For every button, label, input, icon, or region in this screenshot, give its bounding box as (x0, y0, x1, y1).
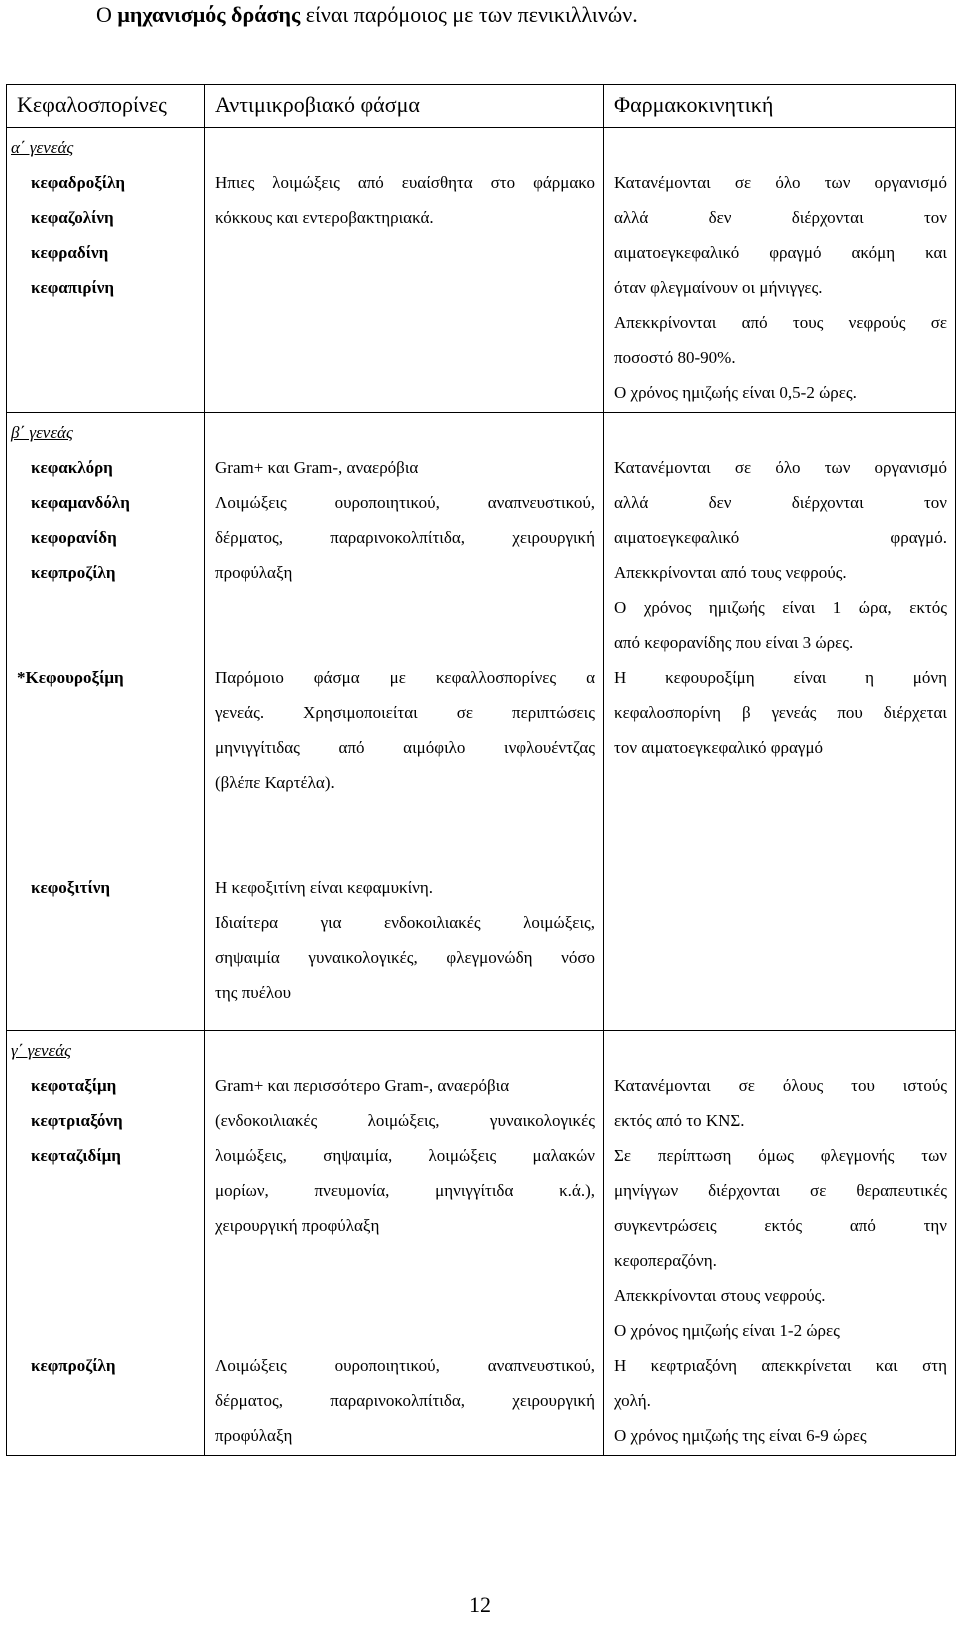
drug-name: κεφαζολίνη (31, 208, 114, 227)
pk-line: Η κεφουροξίμη είναι η μόνη (614, 668, 947, 687)
gen1-pk-cell (604, 128, 956, 413)
table-row-gen2 (7, 413, 956, 1031)
pk-line: αλλά δεν διέρχονται τον (614, 208, 947, 227)
spectrum-line: γενεάς. Χρησιμοποιείται σε περιπτώσεις (215, 703, 595, 722)
drug-name: κεφαμανδόλη (31, 493, 130, 512)
pk-line: αιματοεγκεφαλικό φραγμό. (614, 528, 947, 547)
pk-line: Σε περίπτωση όμως φλεγμονής των (614, 1146, 947, 1165)
drug-name: κεφπροζίλη (31, 563, 116, 582)
pk-line: μηνίγγων διέρχονται σε θεραπευτικές (614, 1181, 947, 1200)
drug-name: κεφαπιρίνη (31, 278, 114, 297)
gen2-title: β΄ γενεάς (11, 423, 73, 442)
cephalosporins-table (6, 84, 956, 1456)
spectrum-line: χειρουργική προφύλαξη (215, 1216, 380, 1235)
spectrum-line: προφύλαξη (215, 563, 293, 582)
pk-line: όταν φλεγμαίνουν οι μήνιγγες. (614, 278, 823, 297)
spectrum-line: Η κεφοξιτίνη είναι κεφαμυκίνη. (215, 878, 433, 897)
spectrum-line: Λοιμώξεις ουροποιητικού, αναπνευστικού, (215, 493, 595, 512)
pk-line: αιματοεγκεφαλικό φραγμό ακόμη και (614, 243, 947, 262)
pk-line: Ο χρόνος ημιζωής είναι 1-2 ώρες (614, 1321, 840, 1340)
pk-line: Απεκκρίνονται από τους νεφρούς σε (614, 313, 947, 332)
spectrum-line: μορίων, πνευμονία, μηνιγγίτιδα κ.ά.), (215, 1181, 595, 1200)
drug-name: κεφταζιδίμη (31, 1146, 121, 1165)
header-spectrum: Αντιμικροβιακό φάσμα (205, 85, 604, 128)
header-pharmacokinetics: Φαρμακοκινητική (604, 85, 956, 128)
pk-line: τον αιματοεγκεφαλικό φραγμό (614, 738, 824, 757)
pk-line: ποσοστό 80-90%. (614, 348, 736, 367)
pk-line: Ο χρόνος ημιζωής είναι 1 ώρα, εκτός (614, 598, 947, 617)
spectrum-line: κόκκους και εντεροβακτηριακά. (215, 208, 434, 227)
drug-name: κεφτριαξόνη (31, 1111, 123, 1130)
gen1-drugs-cell (7, 128, 205, 413)
intro-prefix: Ο (96, 2, 118, 27)
spectrum-line: μηνιγγίτιδας από αιμόφιλο ινφλουέντζας (215, 738, 595, 757)
spectrum-line: Gram+ και Gram-, αναερόβια (215, 458, 419, 477)
header-cephalosporins: Κεφαλοσπορίνες (7, 85, 205, 128)
drug-name-cefuroxime: *Κεφουροξίμη (17, 668, 124, 687)
table-row-gen1 (7, 128, 956, 413)
gen2-spectrum-cell (205, 413, 604, 1031)
drug-name: κεφορανίδη (31, 528, 117, 547)
gen1-title: α΄ γενεάς (11, 138, 74, 157)
pk-line: Ο χρόνος ημιζωής της είναι 6-9 ώρες (614, 1426, 867, 1445)
drug-name: κεφαδροξίλη (31, 173, 126, 192)
table-row-gen3 (7, 1031, 956, 1456)
gen1-spectrum-cell (205, 128, 604, 413)
gen3-spectrum-cell (205, 1031, 604, 1456)
spectrum-line: δέρματος, παραρινοκολπίτιδα, χειρουργική (215, 528, 595, 547)
page-number: 12 (469, 1592, 491, 1617)
spectrum-line: Gram+ και περισσότερο Gram-, αναερόβια (215, 1076, 510, 1095)
spectrum-line: (βλέπε Καρτέλα). (215, 773, 335, 792)
gen3-title: γ΄ γενεάς (11, 1041, 72, 1060)
pk-line: εκτός από το ΚΝΣ. (614, 1111, 745, 1130)
spectrum-line: Ηπιες λοιμώξεις από ευαίσθητα στο φάρμακο (215, 173, 595, 192)
intro-sentence (96, 2, 638, 28)
intro-bold: μηχανισμός δράσης (117, 2, 301, 27)
spectrum-line: Ιδιαίτερα για ενδοκοιλιακές λοιμώξεις, (215, 913, 595, 932)
pk-line: Κατανέμονται σε όλους του ιστούς (614, 1076, 947, 1095)
gen2-drugs-cell (7, 413, 205, 1031)
drug-name-cefoxitin: κεφοξιτίνη (31, 878, 111, 897)
pk-line: Ο χρόνος ημιζωής είναι 0,5-2 ώρες. (614, 383, 857, 402)
pk-line: Απεκκρίνονται από τους νεφρούς. (614, 563, 847, 582)
pk-line: Κατανέμονται σε όλο των οργανισμό (614, 173, 947, 192)
spectrum-line: λοιμώξεις, σηψαιμία, λοιμώξεις μαλακών (215, 1146, 595, 1165)
spectrum-line: Λοιμώξεις ουροποιητικού, αναπνευστικού, (215, 1356, 595, 1375)
pk-line: Η κεφτριαξόνη απεκκρίνεται και στη (614, 1356, 947, 1375)
pk-line: κεφοπεραζόνη. (614, 1251, 717, 1270)
table-header-row (7, 85, 956, 128)
spectrum-line: δέρματος, παραρινοκολπίτιδα, χειρουργική (215, 1391, 595, 1410)
drug-name: κεφπροζίλη (31, 1356, 116, 1375)
pk-line: αλλά δεν διέρχονται τον (614, 493, 947, 512)
pk-line: χολή. (614, 1391, 651, 1410)
pk-line: συγκεντρώσεις εκτός από την (614, 1216, 947, 1235)
gen2-pk-cell (604, 413, 956, 1031)
spectrum-line: σηψαιμία γυναικολογικές, φλεγμονώδη νόσο (215, 948, 595, 967)
intro-suffix: είναι παρόμοιος με των πενικιλλινών. (300, 2, 638, 27)
drug-name: κεφραδίνη (31, 243, 109, 262)
pk-line: από κεφορανίδης που είναι 3 ώρες. (614, 633, 854, 652)
drug-name: κεφακλόρη (31, 458, 113, 477)
gen3-drugs-cell (7, 1031, 205, 1456)
pk-line: Απεκκρίνονται στους νεφρούς. (614, 1286, 826, 1305)
pk-line: Κατανέμονται σε όλο των οργανισμό (614, 458, 947, 477)
spectrum-line: προφύλαξη (215, 1426, 293, 1445)
gen3-pk-cell (604, 1031, 956, 1456)
pk-line: κεφαλοσπορίνη β γενεάς που διέρχεται (614, 703, 947, 722)
spectrum-line: Παρόμοιο φάσμα με κεφαλλοσπορίνες α (215, 668, 595, 687)
spectrum-line: της πυέλου (215, 983, 292, 1002)
drug-name: κεφοταξίμη (31, 1076, 117, 1095)
spectrum-line: (ενδοκοιλιακές λοιμώξεις, γυναικολογικές (215, 1111, 595, 1130)
